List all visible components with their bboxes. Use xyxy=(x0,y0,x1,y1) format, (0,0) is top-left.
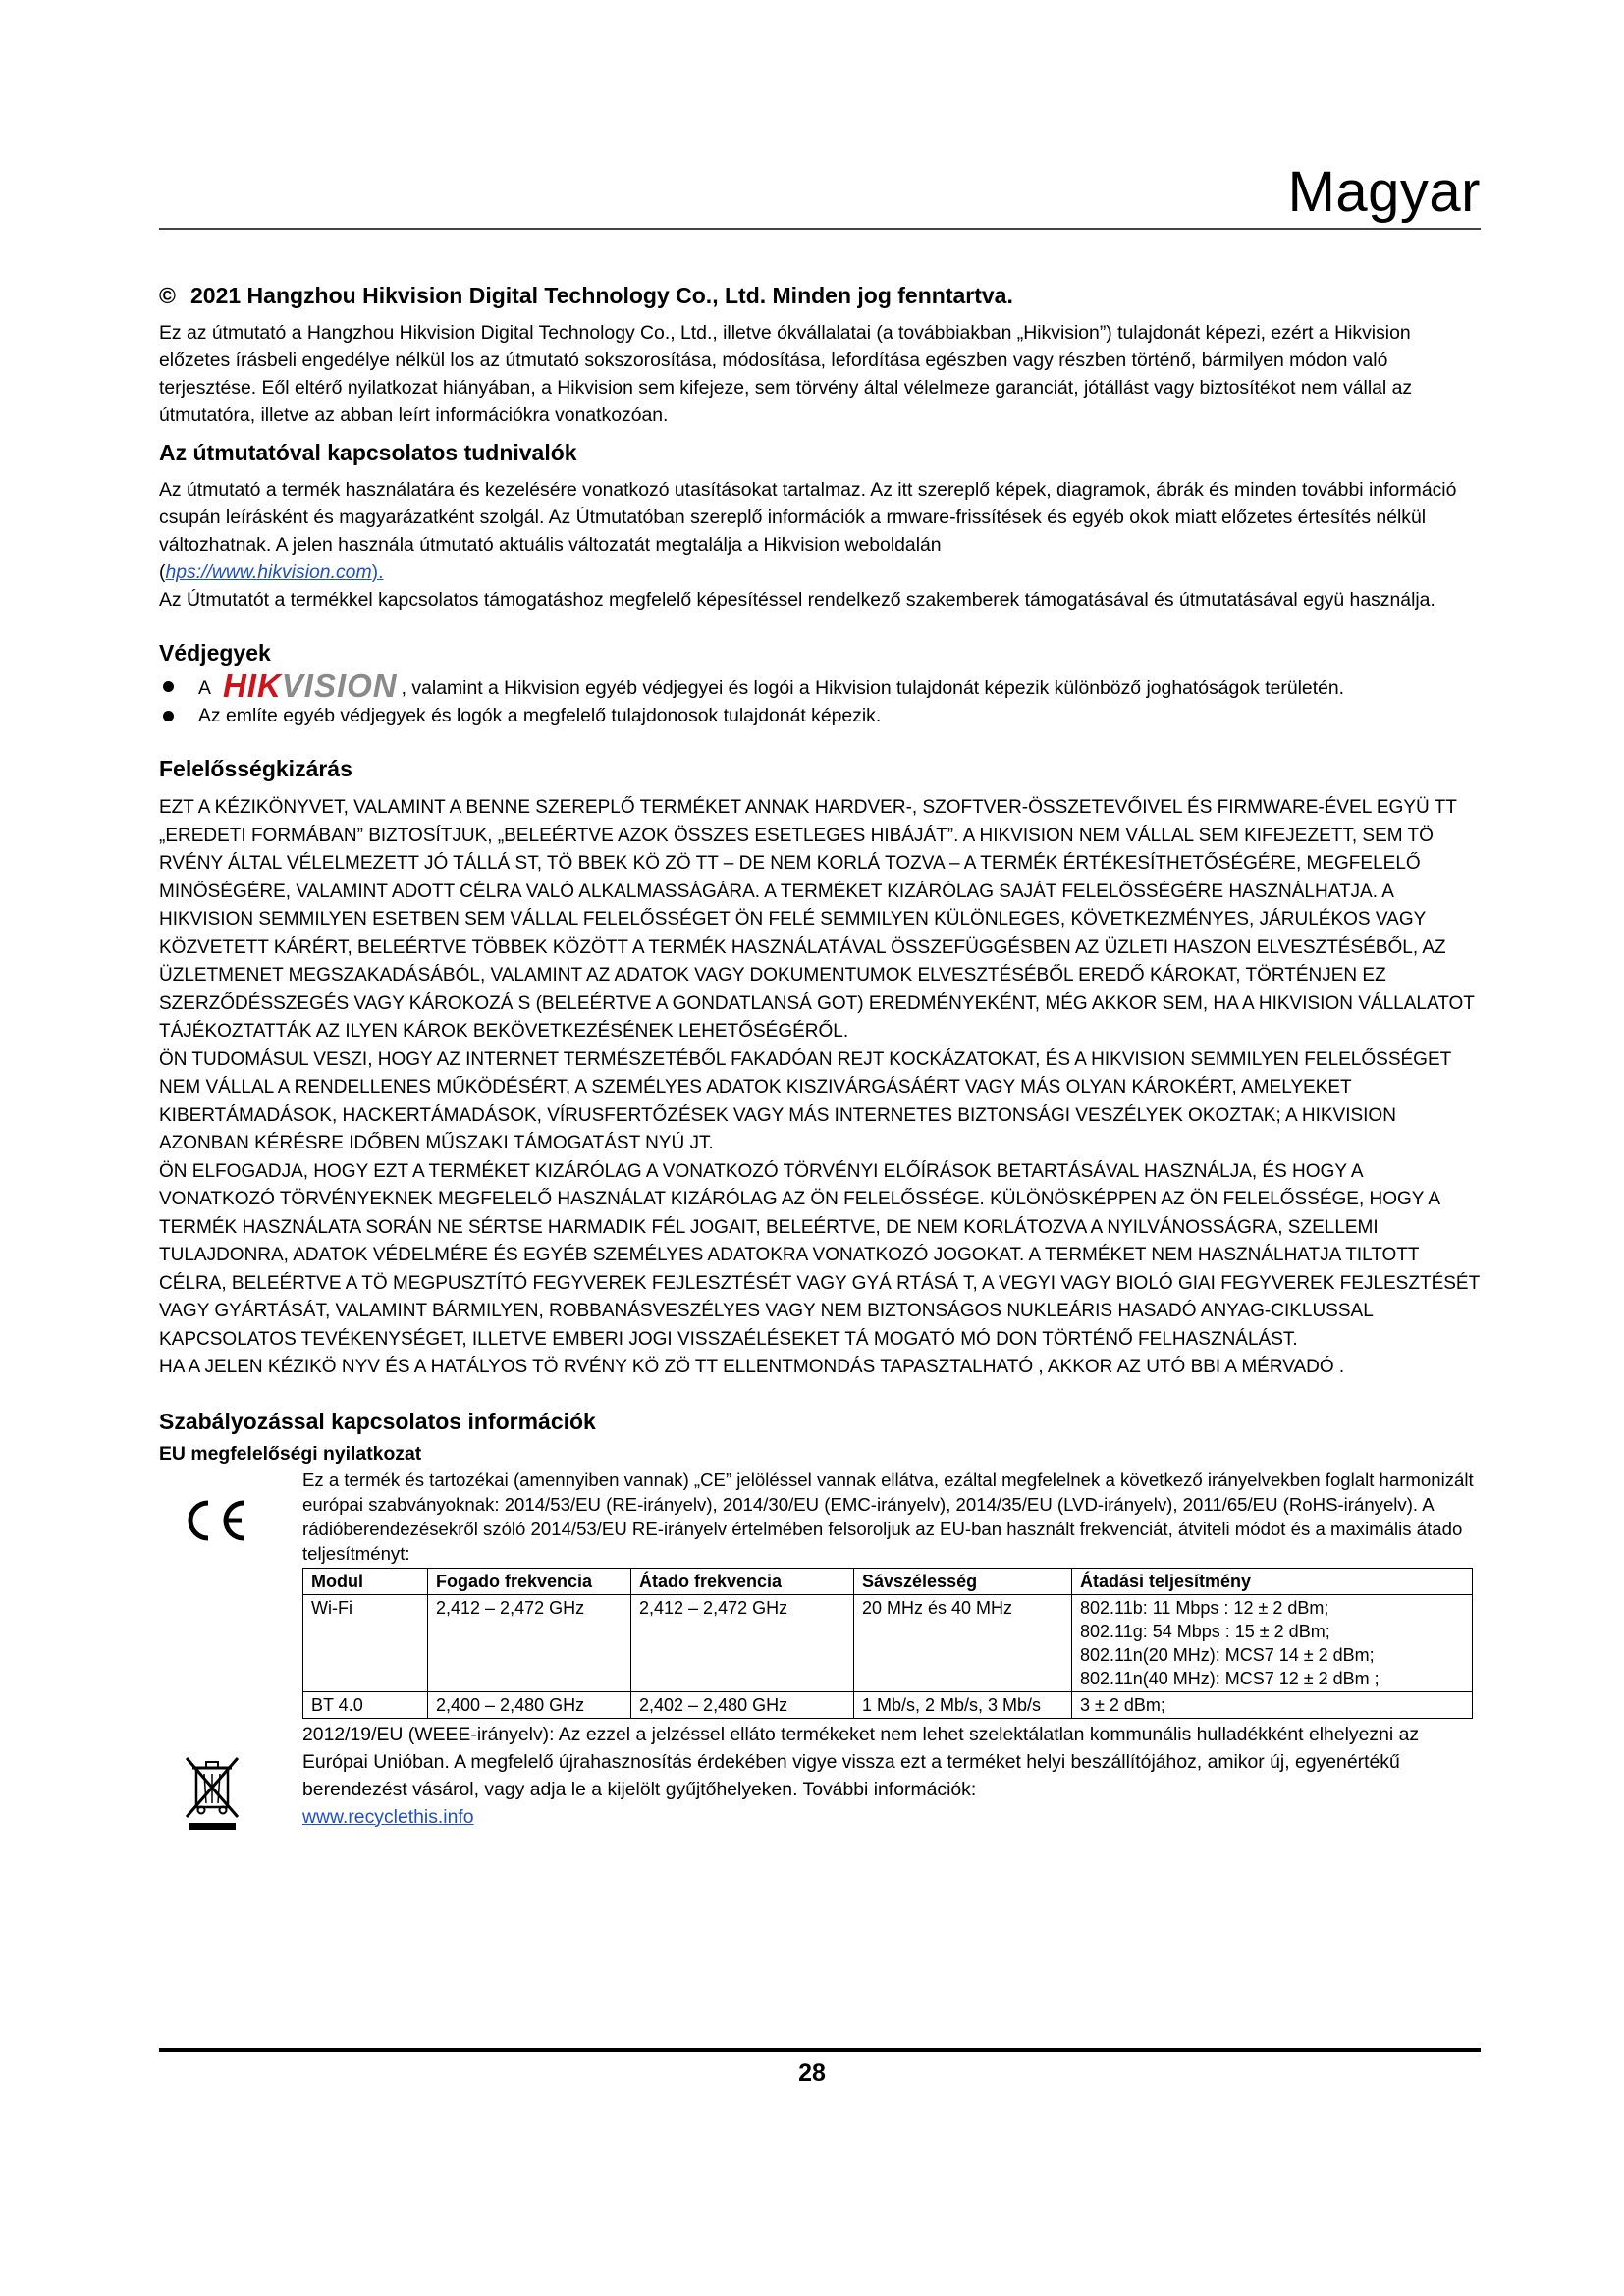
table-row xyxy=(303,1594,1473,1691)
disclaimer-paragraph-2: ÖN TUDOMÁSUL VESZI, HOGY AZ INTERNET TERMÉSZETÉBŐL FAKADÓAN REJT KOCKÁZATOKAT, ÉS A HIKVISION SEMMILYEN FELELŐSSÉGET NEM VÁLLAL A RENDELLENES MŰKÖDÉSÉRT, A SZEMÉLYES ADATOK KISZIVÁRGÁSÁÉRT VAGY MÁS OLYAN KÁROKÉRT, AMELYEKET KIBERTÁMADÁSOK, HACKERTÁMADÁSOK, VÍRUSFERTŐZÉSEK VAGY MÁS INTERNETES BIZTONSÁGI VESZÉLYEK OKOZTAK; A HIKVISION AZONBAN KÉRÉSRE IDŐBEN MŰSZAKI TÁMOGATÁST NYÚ JT. xyxy=(159,1048,1451,1153)
cell-power: 3 ± 2 dBm; xyxy=(1072,1691,1473,1718)
col-module: Modul xyxy=(303,1568,428,1594)
disclaimer-paragraph-4: HA A JELEN KÉZIKÖ NYV ÉS A HATÁLYOS TÖ RVÉNY KÖ ZÖ TT ELLENTMONDÁS TAPASZTALHATÓ , AKKOR AZ UTÓ BBI A MÉRVADÓ . xyxy=(159,1357,1345,1377)
col-rx-freq: Fogado frekvencia xyxy=(428,1568,631,1594)
cell-bandwidth: 1 Mb/s, 2 Mb/s, 3 Mb/s xyxy=(854,1691,1072,1718)
cell-power xyxy=(1072,1594,1473,1691)
power-line: 802.11b: 11 Mbps : 12 ± 2 dBm; xyxy=(1080,1597,1329,1618)
col-power: Átadási teljesítmény xyxy=(1072,1568,1473,1594)
link-open-paren: ( xyxy=(159,561,166,583)
copyright-text: 2021 Hangzhou Hikvision Digital Technology Co., Ltd. Minden jog fenntartva. xyxy=(190,283,1013,308)
table-header-row xyxy=(303,1568,1473,1594)
disclaimer-paragraph-1: EZT A KÉZIKÖNYVET, VALAMINT A BENNE SZEREPLŐ TERMÉKET ANNAK HARDVER-, SZOFTVER-ÖSSZETEVŐIVEL ÉS FIRMWARE-ÉVEL EGYÜ TT „EREDETI FORMÁBAN” BIZTOSÍTJUK, „BELEÉRTVE AZOK ÖSSZES ESETLEGES HIBÁJÁT”. A HIKVISION NEM VÁLLAL SEM KIFEJEZETT, SEM TÖ RVÉNY ÁLTAL VÉLELMEZETT JÓ TÁLLÁ ST, TÖ BBEK KÖ ZÖ TT – DE NEM KORLÁ TOZVA – A TERMÉK ÉRTÉKESÍTHETŐSÉGÉRE, MEGFELELŐ MINŐSÉGÉRE, VALAMINT ADOTT CÉLRA VALÓ ALKALMASSÁGÁRA. A TERMÉKET KIZÁRÓLAG SAJÁT FELELŐSSÉGÉRE HASZNÁLHATJA. A HIKVISION SEMMILYEN ESETBEN SEM VÁLLAL FELELŐSSÉGET ÖN FELÉ SEMMILYEN KÜLÖNLEGES, KÖVETKEZMÉNYES, JÁRULÉKOS VAGY KÖZVETETT KÁRÉRT, BELEÉRTVE TÖBBEK KÖZÖTT A TERMÉK HASZNÁLATÁVAL ÖSSZEFÜGGÉSBEN AZ ÜZLETI HASZON ELVESZTÉSÉBŐL, AZ ÜZLETMENET MEGSZAKADÁSÁBÓL, VALAMINT AZ ADATOK VAGY DOKUMENTUMOK ELVESZTÉSÉBŐL EREDŐ KÁROKAT, TÖRTÉNJEN EZ SZERZŐDÉSSZEGÉS VAGY KÁROKOZÁ S (BELEÉRTVE A GONDATLANSÁ GOT) EREDMÉNYEKÉNT, MÉG AKKOR SEM, HA A HIKVISION VÁLLALATOT TÁJÉKOZTATTÁK AZ ILYEN KÁROK BEKÖVETKEZÉSÉNEK LEHETŐSÉGÉRŐL. xyxy=(159,797,1475,1041)
section-title-disclaimer: Felelősségkizárás xyxy=(159,756,352,781)
about-text: Az útmutató a termék használatára és kezelésére vonatkozó utasításokat tartalmaz. Az itt szereplő képek, diagramok, ábrák és minden további információ csupán leírásként és magyarázatként szolgál. Az Útmutatóban szereplő információk a rmware-frissítések és egyéb okok miatt előzetes értesítés nélkül változhatnak. A jelen használa útmutató aktuális változatát megtalálja a Hikvision weboldalán xyxy=(159,479,1457,556)
cell-bandwidth: 20 MHz és 40 MHz xyxy=(854,1594,1072,1691)
logo-gray-part: VISION xyxy=(281,667,398,704)
main-content xyxy=(159,283,1481,1831)
section-title-about: Az útmutatóval kapcsolatos tudnivalók xyxy=(159,440,577,465)
section-title-trademarks: Védjegyek xyxy=(159,640,271,666)
cell-module: Wi-Fi xyxy=(303,1594,428,1691)
weee-block xyxy=(159,1721,1481,1831)
power-line: 802.11n(40 MHz): MCS7 12 ± 2 dBm ; xyxy=(1080,1668,1380,1688)
link-close-paren: ). xyxy=(371,561,384,583)
weee-text xyxy=(302,1721,1481,1831)
cell-tx: 2,412 – 2,472 GHz xyxy=(631,1594,854,1691)
disclaimer-paragraph-3: ÖN ELFOGADJA, HOGY EZT A TERMÉKET KIZÁRÓLAG A VONATKOZÓ TÖRVÉNYI ELŐÍRÁSOK BETARTÁSÁVAL HASZNÁLJA, ÉS HOGY A VONATKOZÓ TÖRVÉNYEKNEK MEGFELELŐ HASZNÁLAT KIZÁRÓLAG AZ ÖN FELELŐSSÉGE. KÜLÖNÖSKÉPPEN AZ ÖN FELELŐSSÉGE, HOGY A TERMÉK HASZNÁLATA SORÁN NE SÉRTSE HARMADIK FÉL JOGAIT, BELEÉRTVE, DE NEM KORLÁTOZVA A NYILVÁNOSSÁGRA, SZELLEMI TULAJDONRA, ADATOK VÉDELMÉRE ÉS EGYÉB SZEMÉLYES ADATOKRA VONATKOZÓ JOGOKAT. A TERMÉKET NEM HASZNÁLHATJA TILTOTT CÉLRA, BELEÉRTVE A TÖ MEGPUSZTÍTÓ FEGYVEREK FEJLESZTÉSÉT VAGY GYÁ RTÁSÁ T, A VEGYI VAGY BIOLÓ GIAI FEGYVEREK FEJLESZTÉSÉT VAGY GYÁRTÁSÁT, VALAMINT BÁRMILYEN, ROBBANÁSVESZÉLYES VAGY NEM BIZTONSÁGOS NUKLEÁRIS HASADÓ ANYAG-CIKLUSSAL KAPCSOLATOS TEVÉKENYSÉGET, ILLETVE EMBERI JOGI VISSZAÉLÉSEKET TÁ MOGATÓ MÓ DON TÖRTÉNŐ FELHASZNÁLÁST. xyxy=(159,1160,1480,1350)
col-bandwidth: Sávszélesség xyxy=(854,1568,1072,1594)
intro-paragraph: Ez az útmutató a Hangzhou Hikvision Digital Technology Co., Ltd., illetve ókvállalatai (a továbbiakban „Hikvision”) tulajdonát képezi, ezért a Hikvision előzetes írásbeli engedélye nélkül los az útmutató sokszorosítása, módosítása, lefordítása egészben vagy részben történő, bármilyen módon való terjesztése. Eől eltérő nyilatkozat hiányában, a Hikvision sem kifejeze, sem törvény által vélelmeze garanciát, jótállást vagy biztosítékot nem vállal az útmutatóra, illetve az abban leírt információkra vonatkozóan. xyxy=(159,322,1413,426)
col-tx-freq: Átado frekvencia xyxy=(631,1568,854,1594)
power-line: 802.11n(20 MHz): MCS7 14 ± 2 dBm; xyxy=(1080,1644,1375,1665)
page-number: 28 xyxy=(798,2059,826,2087)
cell-tx: 2,402 – 2,480 GHz xyxy=(631,1691,854,1718)
section-title-regulatory: Szabályozással kapcsolatos információk xyxy=(159,1408,596,1434)
table-row xyxy=(303,1691,1473,1718)
trademark-prefix: A xyxy=(198,677,211,699)
eu-declaration-title: EU megfelelőségi nyilatkozat xyxy=(159,1442,422,1465)
cell-module: BT 4.0 xyxy=(303,1691,428,1718)
ce-block xyxy=(159,1468,1481,1566)
copyright-line xyxy=(159,283,1481,309)
hikvision-website-link[interactable]: hps://www.hikvision.com xyxy=(165,561,372,583)
top-rule xyxy=(159,228,1481,230)
trademark-list xyxy=(159,667,1481,729)
hikvision-logo xyxy=(222,667,398,704)
cell-rx: 2,412 – 2,472 GHz xyxy=(428,1594,631,1691)
weee-description: 2012/19/EU (WEEE-irányelv): Az ezzel a jelzéssel ellátо termékeket nem lehet szelektálatlan kommunális hulladékként elhelyezni az Európai Unióban. A megfelelő újrahasznosítás érdekében vigye vissza ezt a terméket helyi beszállítójához, amikor új, egyenértékű berendezést vásárol, vagy adja le a kijelölt gyűjtőhelyeken. További információk: xyxy=(302,1723,1420,1800)
copyright-symbol: © xyxy=(159,283,176,308)
bottom-rule xyxy=(159,2048,1481,2052)
about-paragraph xyxy=(159,476,1481,586)
crossed-bin-icon xyxy=(183,1754,242,1831)
recyclethis-link[interactable]: www.recyclethis.info xyxy=(302,1805,474,1828)
ce-declaration-text: Ez a termék és tartozékai (amennyiben vannak) „CE” jelöléssel vannak ellátva, ezáltal megfelelnek a következő irányelvekben foglalt harmonizált európai szabványoknak: 2014/53/EU (RE-irányelv), 2014/30/EU (EMC-irányelv), 2014/35/EU (LVD-irányelv), 2011/65/EU (RoHS-irányelv). A rádióberendezésekről szóló 2014/53/EU RE-irányelv értelmében felsoroljuk az EU-ban használt frekvenciát, átviteli módot és a maximális átado teljesítményt: xyxy=(302,1468,1474,1564)
frequency-table xyxy=(302,1568,1473,1719)
logo-red-part: HIK xyxy=(222,667,282,704)
language-heading: Magyar xyxy=(1287,160,1481,224)
power-line: 802.11g: 54 Mbps : 15 ± 2 dBm; xyxy=(1080,1621,1330,1641)
disclaimer-body xyxy=(159,794,1481,1382)
ce-mark-icon xyxy=(179,1497,251,1544)
list-item: Az említe egyéb védjegyek és logók a megfelelő tulajdonosok tulajdonát képezik. xyxy=(159,702,1481,729)
list-item xyxy=(159,667,1481,704)
cell-rx: 2,400 – 2,480 GHz xyxy=(428,1691,631,1718)
about-paragraph-2: Az Útmutatót a termékkel kapcsolatos támogatáshoz megfelelő képesítéssel rendelkező szakemberek támogatásával és útmutatásával együ használja. xyxy=(159,589,1435,611)
trademark-suffix: , valamint a Hikvision egyéb védjegyei és logói a Hikvision tulajdonát képezik különböző joghatóságok területén. xyxy=(401,677,1345,699)
